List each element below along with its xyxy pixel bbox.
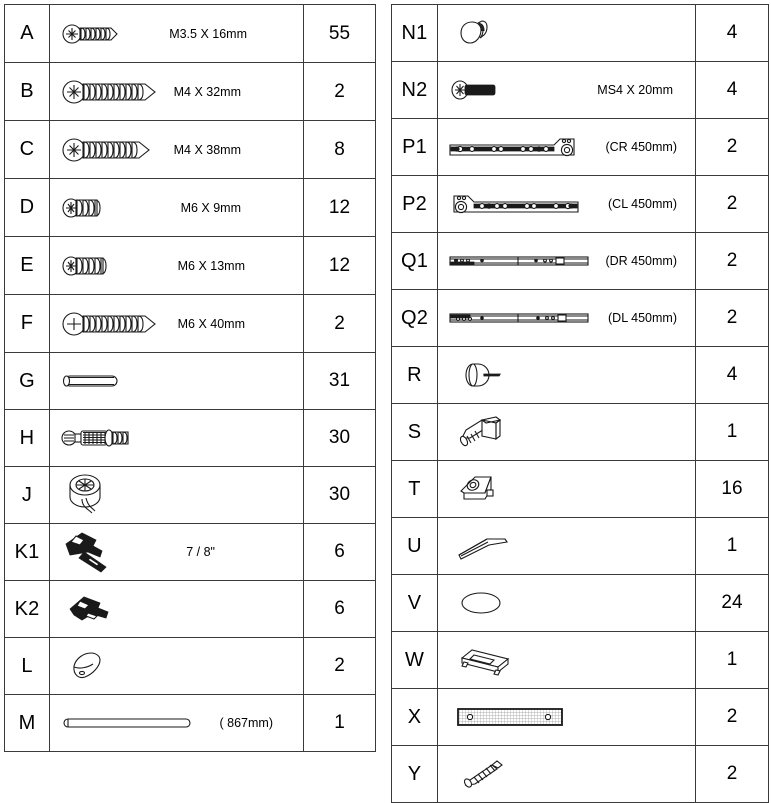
part-code-cell xyxy=(5,63,50,121)
table-row xyxy=(5,638,376,695)
part-quantity-cell xyxy=(696,575,769,632)
flat-head-screw-long-icon xyxy=(60,77,172,107)
part-code-cell xyxy=(5,581,50,638)
part-quantity: 2 xyxy=(334,80,345,102)
part-picture-cell xyxy=(50,179,304,237)
part-picture-cell xyxy=(438,518,696,575)
part-quantity-cell xyxy=(304,179,376,237)
part-quantity-cell xyxy=(304,467,376,524)
part-quantity: 31 xyxy=(328,370,351,391)
table-row xyxy=(392,347,769,404)
part-picture-cell xyxy=(438,233,696,290)
part-code-cell xyxy=(392,632,438,689)
wooden-dowel-pin-icon xyxy=(60,372,122,390)
part-quantity: 2 xyxy=(726,250,738,271)
table-row xyxy=(392,518,769,575)
part-quantity: 30 xyxy=(328,427,351,448)
part-quantity: 2 xyxy=(726,763,738,784)
flat-head-screw-short-icon xyxy=(60,21,140,47)
part-code: B xyxy=(20,80,34,102)
part-picture-cell xyxy=(50,467,304,524)
table-row xyxy=(392,176,769,233)
part-code: X xyxy=(407,705,422,728)
part-description: ( 867mm) xyxy=(219,716,273,730)
part-code: K1 xyxy=(14,540,40,563)
part-code-cell xyxy=(5,467,50,524)
part-code-cell xyxy=(5,524,50,581)
part-quantity-cell xyxy=(696,119,769,176)
part-picture-cell xyxy=(50,581,304,638)
part-quantity-cell xyxy=(304,121,376,179)
part-picture-cell xyxy=(50,524,304,581)
part-description: M3.5 X 16mm xyxy=(169,26,247,41)
part-code: N2 xyxy=(401,78,428,101)
part-code-cell xyxy=(392,119,438,176)
part-code: V xyxy=(407,591,422,614)
part-description: M4 X 38mm xyxy=(173,142,241,157)
part-quantity: 8 xyxy=(334,138,345,160)
part-quantity: 2 xyxy=(334,655,345,676)
part-code: K2 xyxy=(14,597,40,620)
table-row xyxy=(5,410,376,467)
part-code-cell xyxy=(392,347,438,404)
part-description: M6 X 9mm xyxy=(180,200,241,215)
part-quantity: 2 xyxy=(726,136,738,157)
part-quantity: 1 xyxy=(334,712,345,733)
part-code-cell xyxy=(5,638,50,695)
part-description: (CR 450mm) xyxy=(605,140,677,154)
part-code: C xyxy=(19,138,35,160)
part-code-cell xyxy=(5,5,50,63)
table-row xyxy=(392,290,769,347)
part-description: (CL 450mm) xyxy=(608,197,677,211)
part-quantity: 4 xyxy=(726,79,738,100)
parts-table-left xyxy=(4,4,376,752)
part-quantity: 2 xyxy=(726,706,738,727)
cam-bolt-connector-icon xyxy=(60,427,134,449)
part-picture-cell xyxy=(438,290,696,347)
flanged-socket-icon xyxy=(458,414,504,450)
table-row xyxy=(392,404,769,461)
corner-bracket-block-icon xyxy=(458,473,502,505)
part-quantity-cell xyxy=(304,695,376,752)
part-quantity: 4 xyxy=(726,364,738,385)
part-description: 7 / 8" xyxy=(186,545,215,559)
part-code: P2 xyxy=(402,192,427,215)
knob-cap-icon xyxy=(458,19,492,47)
part-code: U xyxy=(407,534,422,557)
part-description: MS4 X 20mm xyxy=(597,83,673,97)
part-code: Q2 xyxy=(400,306,429,329)
part-picture-cell xyxy=(438,62,696,119)
part-code-cell xyxy=(392,62,438,119)
part-code: W xyxy=(404,648,425,671)
part-quantity: 1 xyxy=(726,535,738,556)
table-row xyxy=(5,5,376,63)
part-code-cell xyxy=(392,746,438,803)
table-row xyxy=(5,121,376,179)
table-row xyxy=(392,689,769,746)
part-quantity: 1 xyxy=(726,421,738,442)
part-code: S xyxy=(407,420,422,443)
part-code-cell xyxy=(5,237,50,295)
part-code: P1 xyxy=(402,135,427,158)
table-row xyxy=(5,467,376,524)
part-quantity: 12 xyxy=(328,196,351,218)
table-row xyxy=(5,524,376,581)
part-quantity: 2 xyxy=(726,193,738,214)
part-code-cell xyxy=(5,179,50,237)
part-quantity-cell xyxy=(696,290,769,347)
part-code: M xyxy=(18,711,36,734)
part-picture-cell xyxy=(50,5,304,63)
part-quantity-cell xyxy=(696,689,769,746)
part-quantity-cell xyxy=(696,518,769,575)
table-row xyxy=(392,119,769,176)
part-quantity: 6 xyxy=(334,598,345,619)
parts-table-right xyxy=(391,4,769,803)
part-code: E xyxy=(20,254,34,276)
round-knob-with-pin-icon xyxy=(458,360,504,390)
part-code-cell xyxy=(392,518,438,575)
part-description: (DL 450mm) xyxy=(608,311,677,325)
part-code-cell xyxy=(392,5,438,62)
part-picture-cell xyxy=(50,410,304,467)
part-quantity-cell xyxy=(304,295,376,353)
part-code: A xyxy=(20,22,34,44)
table-row xyxy=(392,575,769,632)
part-quantity-cell xyxy=(304,353,376,410)
pan-head-screw-stub-icon xyxy=(60,195,106,221)
part-quantity-cell xyxy=(696,176,769,233)
part-picture-cell xyxy=(438,746,696,803)
drawer-slide-left-icon xyxy=(448,191,580,217)
part-picture-cell xyxy=(50,353,304,410)
part-picture-cell xyxy=(50,295,304,353)
part-quantity: 6 xyxy=(334,541,345,562)
table-row xyxy=(392,746,769,803)
table-row xyxy=(5,237,376,295)
part-code: G xyxy=(19,369,35,392)
part-quantity: 4 xyxy=(726,22,738,43)
table-row xyxy=(392,233,769,290)
part-code: J xyxy=(21,483,33,506)
part-quantity-cell xyxy=(696,5,769,62)
part-code-cell xyxy=(392,233,438,290)
latch-bar-icon xyxy=(458,645,512,675)
part-picture-cell xyxy=(50,237,304,295)
part-quantity-cell xyxy=(304,410,376,467)
part-code-cell xyxy=(392,461,438,518)
part-quantity: 55 xyxy=(328,22,351,44)
part-picture-cell xyxy=(438,119,696,176)
part-quantity-cell xyxy=(696,62,769,119)
part-quantity-cell xyxy=(304,63,376,121)
part-picture-cell xyxy=(438,575,696,632)
part-quantity-cell xyxy=(696,347,769,404)
part-code-cell xyxy=(392,575,438,632)
part-picture-cell xyxy=(50,638,304,695)
part-quantity: 1 xyxy=(726,649,738,670)
part-picture-cell xyxy=(438,5,696,62)
part-picture-cell xyxy=(50,63,304,121)
pan-head-screw-short-icon xyxy=(60,253,116,279)
mesh-plate-strip-icon xyxy=(456,706,564,728)
part-code: H xyxy=(19,426,35,449)
drawer-slide-right-icon xyxy=(448,134,580,160)
part-quantity-cell xyxy=(304,581,376,638)
long-rod-icon xyxy=(62,716,192,730)
part-picture-cell xyxy=(438,689,696,746)
part-quantity-cell xyxy=(304,237,376,295)
part-code: L xyxy=(21,654,33,677)
table-row xyxy=(5,695,376,752)
drawer-runner-right-icon xyxy=(448,253,590,269)
wall-anchor-plug-icon xyxy=(460,758,508,790)
part-quantity: 24 xyxy=(721,592,743,613)
part-code-cell xyxy=(5,295,50,353)
part-quantity: 12 xyxy=(328,254,351,276)
part-quantity-cell xyxy=(696,746,769,803)
part-quantity-cell xyxy=(696,404,769,461)
part-picture-cell xyxy=(438,632,696,689)
table-row xyxy=(392,461,769,518)
allen-key-icon xyxy=(456,533,512,559)
part-picture-cell xyxy=(438,347,696,404)
part-quantity: 2 xyxy=(726,307,738,328)
table-row xyxy=(5,353,376,410)
bracket-fitting-right-icon xyxy=(64,530,120,574)
part-picture-cell xyxy=(438,461,696,518)
part-picture-cell xyxy=(50,121,304,179)
table-row xyxy=(5,179,376,237)
part-quantity: 30 xyxy=(328,484,351,505)
part-code-cell xyxy=(392,689,438,746)
part-description: (DR 450mm) xyxy=(605,254,677,268)
part-quantity-cell xyxy=(304,524,376,581)
cam-lock-disc-icon xyxy=(66,472,108,518)
part-code: R xyxy=(407,363,422,386)
table-row xyxy=(5,581,376,638)
table-row xyxy=(5,63,376,121)
part-code-cell xyxy=(392,290,438,347)
part-code-cell xyxy=(5,695,50,752)
part-code: Q1 xyxy=(400,249,429,272)
part-code: D xyxy=(19,196,35,218)
part-quantity-cell xyxy=(304,638,376,695)
machine-screw-black-icon xyxy=(450,78,502,102)
table-row xyxy=(392,62,769,119)
part-picture-cell xyxy=(438,404,696,461)
bracket-fitting-left-icon xyxy=(66,593,112,625)
table-row xyxy=(392,5,769,62)
part-quantity-cell xyxy=(696,233,769,290)
plastic-wedge-cap-icon xyxy=(68,650,108,682)
part-code-cell xyxy=(392,404,438,461)
part-description: M6 X 40mm xyxy=(177,316,245,331)
table-row xyxy=(5,295,376,353)
drawer-runner-left-icon xyxy=(448,310,590,326)
part-code: T xyxy=(408,477,421,500)
part-quantity-cell xyxy=(304,5,376,63)
part-description: M4 X 32mm xyxy=(173,84,241,99)
table-row xyxy=(392,632,769,689)
part-code-cell xyxy=(5,121,50,179)
part-quantity-cell xyxy=(696,461,769,518)
flat-head-screw-extra-long-icon xyxy=(60,309,170,339)
part-code: Y xyxy=(407,762,422,785)
part-picture-cell xyxy=(50,695,304,752)
part-picture-cell xyxy=(438,176,696,233)
part-quantity-cell xyxy=(696,632,769,689)
part-description: M6 X 13mm xyxy=(177,258,245,273)
part-quantity: 16 xyxy=(721,478,743,499)
flat-head-screw-long-icon xyxy=(60,135,164,165)
part-code-cell xyxy=(5,353,50,410)
adhesive-cover-cap-icon xyxy=(460,590,502,616)
part-code: F xyxy=(20,312,34,334)
part-code: N1 xyxy=(401,21,428,44)
part-code-cell xyxy=(5,410,50,467)
part-code-cell xyxy=(392,176,438,233)
part-quantity: 2 xyxy=(334,312,345,334)
